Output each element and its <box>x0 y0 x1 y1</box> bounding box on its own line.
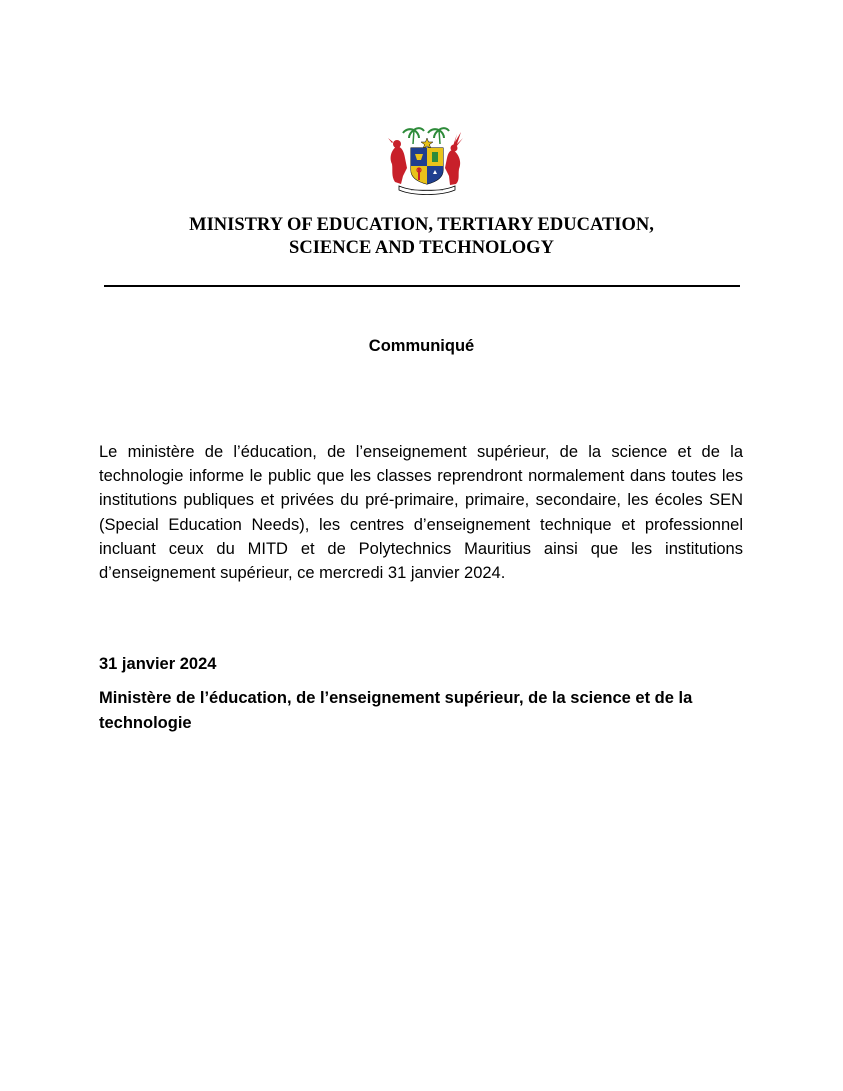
coat-of-arms-emblem <box>383 124 471 196</box>
coat-of-arms-icon <box>383 124 471 196</box>
ministry-header <box>0 214 843 260</box>
ministry-name-line-2: SCIENCE AND TECHNOLOGY <box>289 238 554 258</box>
communique-date: 31 janvier 2024 <box>99 655 217 673</box>
communique-body: Le ministère de l’éducation, de l’enseignement supérieur, de la science et de la technologie informe le public que les classes reprendront normalement dans toutes les institutions publiques et privées du pré-primaire, primaire, secondaire, les écoles SEN (Special Education Needs), les centres d’enseignement technique et professionnel incluant ceux du MITD et de Polytechnics Mauritius ainsi que les institutions d’enseignement supérieur, ce mercredi 31 janvier 2024. <box>99 443 743 583</box>
ministry-name-line-1: MINISTRY OF EDUCATION, TERTIARY EDUCATION, <box>189 215 654 235</box>
communique-signature: Ministère de l’éducation, de l’enseignement supérieur, de la science et de la technologie <box>99 689 693 732</box>
header-divider <box>104 285 740 287</box>
communique-title: Communiqué <box>368 337 475 355</box>
